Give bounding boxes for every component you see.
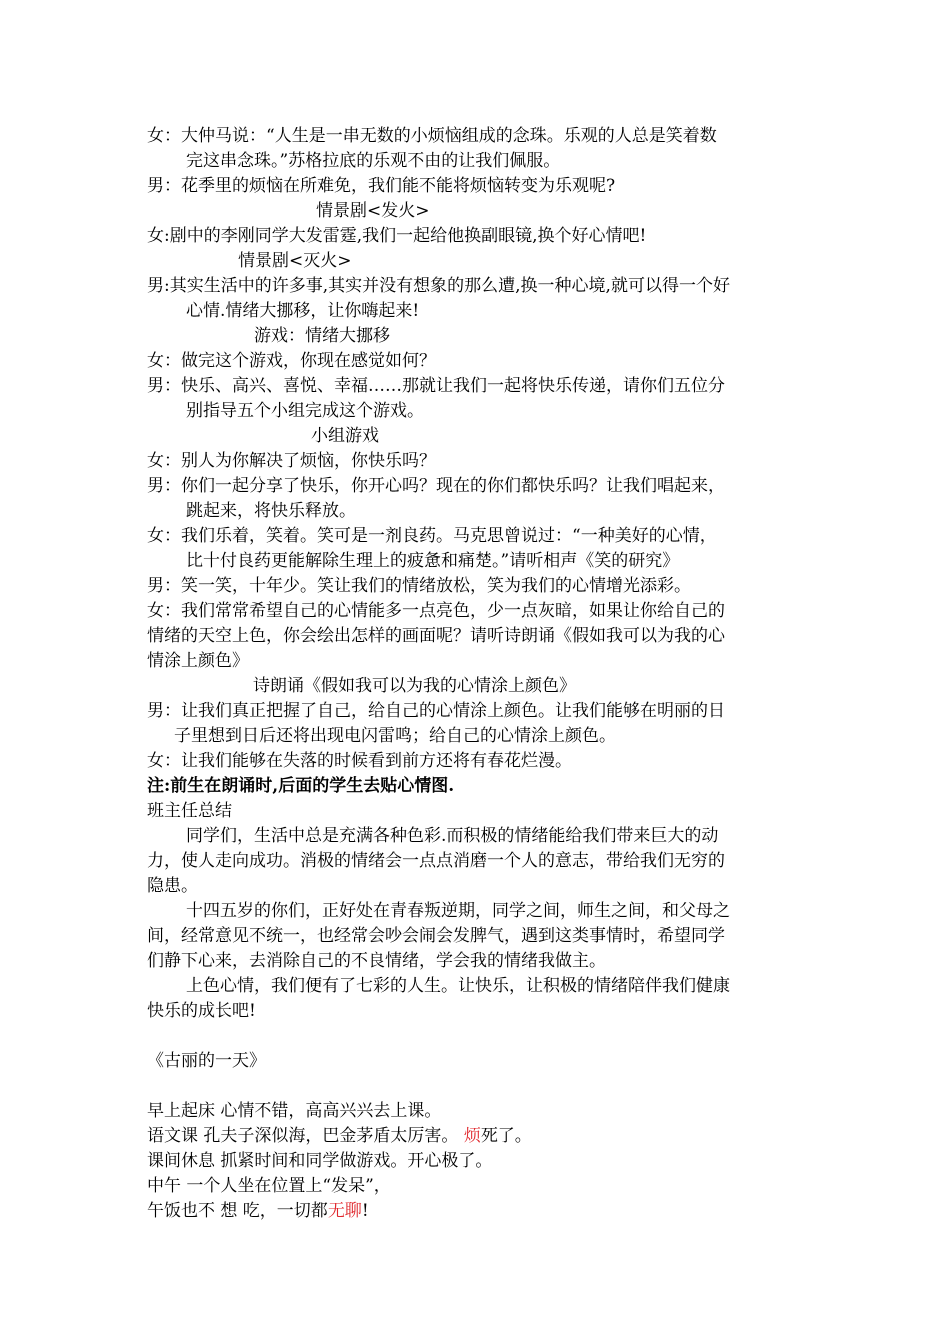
dialogue-line: 比十付良药更能解除生理上的疲惫和痛楚。”请听相声《笑的研究》	[186, 551, 680, 571]
dialogue-line: 女：大仲马说：“人生是一串无数的小烦恼组成的念珠。乐观的人总是笑着数	[147, 126, 717, 146]
story-text: 死了。	[480, 1126, 532, 1146]
dialogue-line: 情涂上颜色》	[147, 651, 249, 671]
dialogue-line: 女:剧中的李刚同学大发雷霆,我们一起给他换副眼镜,换个好心情吧!	[147, 226, 647, 246]
story-line: 中午 一个人坐在位置上“发呆”，	[147, 1176, 391, 1196]
story-line	[147, 1199, 369, 1223]
section-heading: 诗朗诵《假如我可以为我的心情涂上颜色》	[253, 676, 576, 696]
dialogue-line: 别指导五个小组完成这个游戏。	[186, 401, 424, 421]
dialogue-line: 男：快乐、高兴、喜悦、幸福……那就让我们一起将快乐传递，请你们五位分	[147, 376, 725, 396]
section-heading: 情景剧<发火>	[316, 201, 430, 221]
highlight-word: 烦	[463, 1126, 481, 1146]
paragraph-line: 们静下心来，去消除自己的不良情绪，学会我的情绪我做主。	[147, 951, 606, 971]
dialogue-line: 男:其实生活中的许多事,其实并没有想象的那么遭,换一种心境,就可以得一个好	[147, 276, 730, 296]
dialogue-line: 男：笑一笑，十年少。笑让我们的情绪放松，笑为我们的心情增光添彩。	[147, 576, 691, 596]
paragraph-line: 间，经常意见不统一，也经常会吵会闹会发脾气，遇到这类事情时，希望同学	[147, 926, 725, 946]
dialogue-line: 完这串念珠。”苏格拉底的乐观不由的让我们佩服。	[186, 151, 561, 171]
paragraph-line: 力，使人走向成功。消极的情绪会一点点消磨一个人的意志，带给我们无穷的	[147, 851, 725, 871]
dialogue-line: 跳起来，将快乐释放。	[186, 501, 356, 521]
story-text: 语文课 孔夫子深似海，巴金茅盾太厉害。	[147, 1126, 459, 1146]
paragraph-line: 同学们，生活中总是充满各种色彩.而积极的情绪能给我们带来巨大的动	[186, 826, 719, 846]
section-heading: 小组游戏	[311, 426, 379, 446]
dialogue-line: 女：我们乐着，笑着。笑可是一剂良药。马克思曾说过：“一种美好的心情，	[147, 526, 717, 546]
paragraph-line: 隐患。	[147, 876, 198, 896]
section-heading: 班主任总结	[147, 801, 232, 821]
dialogue-line: 女：我们常常希望自己的心情能多一点亮色，少一点灰暗，如果让你给自己的	[147, 601, 725, 621]
dialogue-line: 女：别人为你解决了烦恼，你快乐吗？	[147, 451, 436, 471]
paragraph-line: 快乐的成长吧!	[147, 1001, 256, 1021]
paragraph-line: 上色心情，我们便有了七彩的人生。让快乐，让积极的情绪陪伴我们健康	[186, 976, 730, 996]
story-title: 《古丽的一天》	[147, 1051, 266, 1071]
highlight-word: 无聊	[327, 1201, 362, 1221]
dialogue-line: 子里想到日后还将出现电闪雷鸣；给自己的心情涂上颜色。	[174, 726, 616, 746]
story-line	[147, 1124, 532, 1148]
note-line: 注:前生在朗诵时,后面的学生去贴心情图.	[147, 776, 455, 796]
dialogue-line: 男：让我们真正把握了自己，给自己的心情涂上颜色。让我们能够在明丽的日	[147, 701, 725, 721]
dialogue-line: 男：花季里的烦恼在所难免，我们能不能将烦恼转变为乐观呢?	[147, 176, 616, 196]
story-text: !	[361, 1201, 369, 1221]
dialogue-line: 女：让我们能够在失落的时候看到前方还将有春花烂漫。	[147, 751, 572, 771]
story-text: 午饭也不 想 吃，一切都	[147, 1201, 328, 1221]
story-line: 早上起床 心情不错，高高兴兴去上课。	[147, 1101, 442, 1121]
dialogue-line: 女：做完这个游戏，你现在感觉如何？	[147, 351, 436, 371]
paragraph-line: 十四五岁的你们，正好处在青春叛逆期，同学之间，师生之间，和父母之	[186, 901, 730, 921]
section-heading: 游戏：情绪大挪移	[254, 326, 390, 346]
dialogue-line: 男：你们一起分享了快乐，你开心吗？现在的你们都快乐吗？让我们唱起来，	[147, 476, 725, 496]
story-line: 课间休息 抓紧时间和同学做游戏。开心极了。	[147, 1151, 493, 1171]
section-heading: 情景剧<灭火>	[238, 251, 352, 271]
dialogue-line: 情绪的天空上色，你会绘出怎样的画面呢？请听诗朗诵《假如我可以为我的心	[147, 626, 725, 646]
dialogue-line: 心情.情绪大挪移，让你嗨起来!	[186, 301, 420, 321]
